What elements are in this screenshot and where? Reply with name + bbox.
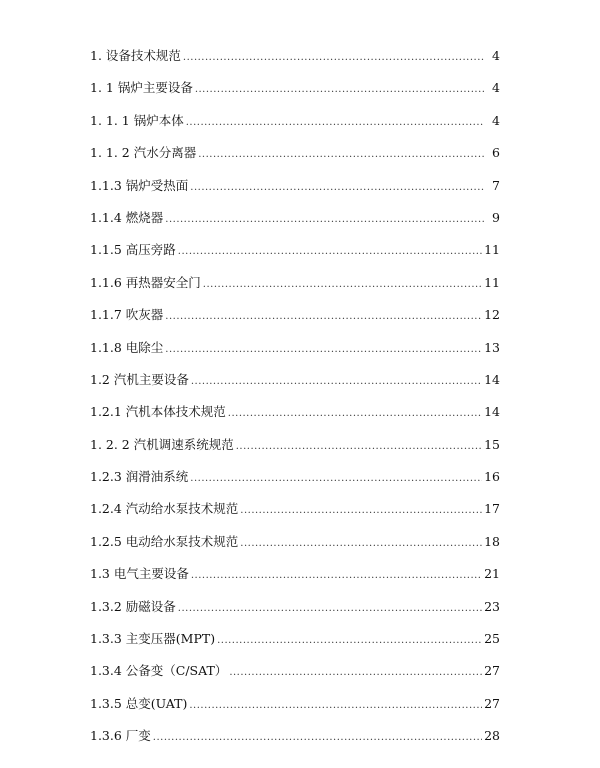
toc-entry-title: 1.2.1 汽机本体技术规范 [90,404,226,420]
toc-entry-title: 1.1.8 电除尘 [90,339,164,355]
toc-entry-page: 14 [484,371,500,387]
toc-entry-page: 13 [484,339,500,355]
toc-entry-title: 1.3.2 励磁设备 [90,598,176,614]
dot-leader [191,376,482,387]
table-of-contents [90,46,500,759]
toc-entry[interactable] [90,532,500,564]
toc-entry-page: 14 [484,404,500,420]
dot-leader [191,570,482,581]
toc-entry-page: 27 [484,663,500,679]
toc-entry[interactable] [90,208,500,240]
dot-leader [178,603,482,614]
toc-entry-title: 1. 1 锅炉主要设备 [90,80,193,96]
toc-entry[interactable] [90,629,500,661]
toc-entry-page: 6 [492,145,500,161]
toc-entry-page: 11 [484,242,500,258]
toc-entry[interactable] [90,46,500,78]
dot-leader [165,344,482,355]
toc-entry-title: 1.1.4 燃烧器 [90,209,164,225]
toc-entry-page: 18 [484,533,500,549]
toc-entry[interactable] [90,467,500,499]
toc-entry[interactable] [90,499,500,531]
toc-entry-page: 11 [484,274,500,290]
toc-entry[interactable] [90,661,500,693]
dot-leader [153,732,482,743]
toc-entry-page: 28 [484,728,500,744]
dot-leader [240,505,482,516]
toc-entry-title: 1. 1. 1 锅炉本体 [90,112,184,128]
toc-entry-title: 1.2.5 电动给水泵技术规范 [90,533,239,549]
toc-entry-page: 15 [484,436,500,452]
toc-entry-page: 17 [484,501,500,517]
toc-entry-page: 7 [492,177,500,193]
toc-entry[interactable] [90,111,500,143]
toc-entry-title: 1.2.3 润滑油系统 [90,469,189,485]
toc-entry-page: 4 [492,112,500,128]
toc-entry-page: 23 [484,598,500,614]
toc-entry-page: 9 [492,209,500,225]
toc-entry[interactable] [90,597,500,629]
toc-entry-page: 4 [492,80,500,96]
dot-leader [198,149,484,160]
toc-entry[interactable] [90,694,500,726]
toc-entry-title: 1.3.3 主变压器(MPT) [90,631,216,647]
toc-entry-title: 1.3.6 厂变 [90,728,151,744]
dot-leader [165,214,484,225]
toc-entry[interactable] [90,176,500,208]
toc-entry-title: 1.3.5 总变(UAT) [90,695,188,711]
toc-entry[interactable] [90,78,500,110]
toc-entry[interactable] [90,370,500,402]
toc-entry-title: 1.3.4 公备变（C/SAT） [90,663,228,679]
dot-leader [217,635,482,646]
toc-entry-page: 27 [484,695,500,711]
dot-leader [203,279,482,290]
dot-leader [178,246,482,257]
dot-leader [190,473,482,484]
dot-leader [195,84,484,95]
toc-entry[interactable] [90,338,500,370]
toc-entry[interactable] [90,273,500,305]
dot-leader [236,441,482,452]
toc-entry-title: 1.2.4 汽动给水泵技术规范 [90,501,239,517]
toc-entry[interactable] [90,305,500,337]
dot-leader [190,182,484,193]
toc-entry-page: 16 [484,469,500,485]
toc-entry[interactable] [90,143,500,175]
toc-entry-title: 1.3 电气主要设备 [90,566,189,582]
dot-leader [228,408,482,419]
toc-entry-title: 1.1.6 再热器安全门 [90,274,201,290]
toc-entry[interactable] [90,435,500,467]
dot-leader [186,117,484,128]
toc-entry[interactable] [90,402,500,434]
toc-entry-title: 1. 2. 2 汽机调速系统规范 [90,436,234,452]
dot-leader [183,52,484,63]
toc-entry-page: 21 [484,566,500,582]
toc-entry[interactable] [90,240,500,272]
dot-leader [189,700,482,711]
toc-entry[interactable] [90,564,500,596]
dot-leader [240,538,482,549]
toc-entry-page: 25 [484,631,500,647]
toc-entry-title: 1.2 汽机主要设备 [90,371,189,387]
toc-entry-page: 4 [492,48,500,63]
dot-leader [165,311,482,322]
toc-entry-title: 1. 1. 2 汽水分离器 [90,145,197,161]
toc-entry-title: 1.1.3 锅炉受热面 [90,177,189,193]
toc-entry-title: 1.1.7 吹灰器 [90,307,164,323]
toc-entry-page: 12 [484,307,500,323]
toc-entry[interactable] [90,726,500,758]
toc-entry-title: 1.1.5 高压旁路 [90,242,176,258]
toc-entry-title: 1. 设备技术规范 [90,48,181,63]
dot-leader [229,667,482,678]
